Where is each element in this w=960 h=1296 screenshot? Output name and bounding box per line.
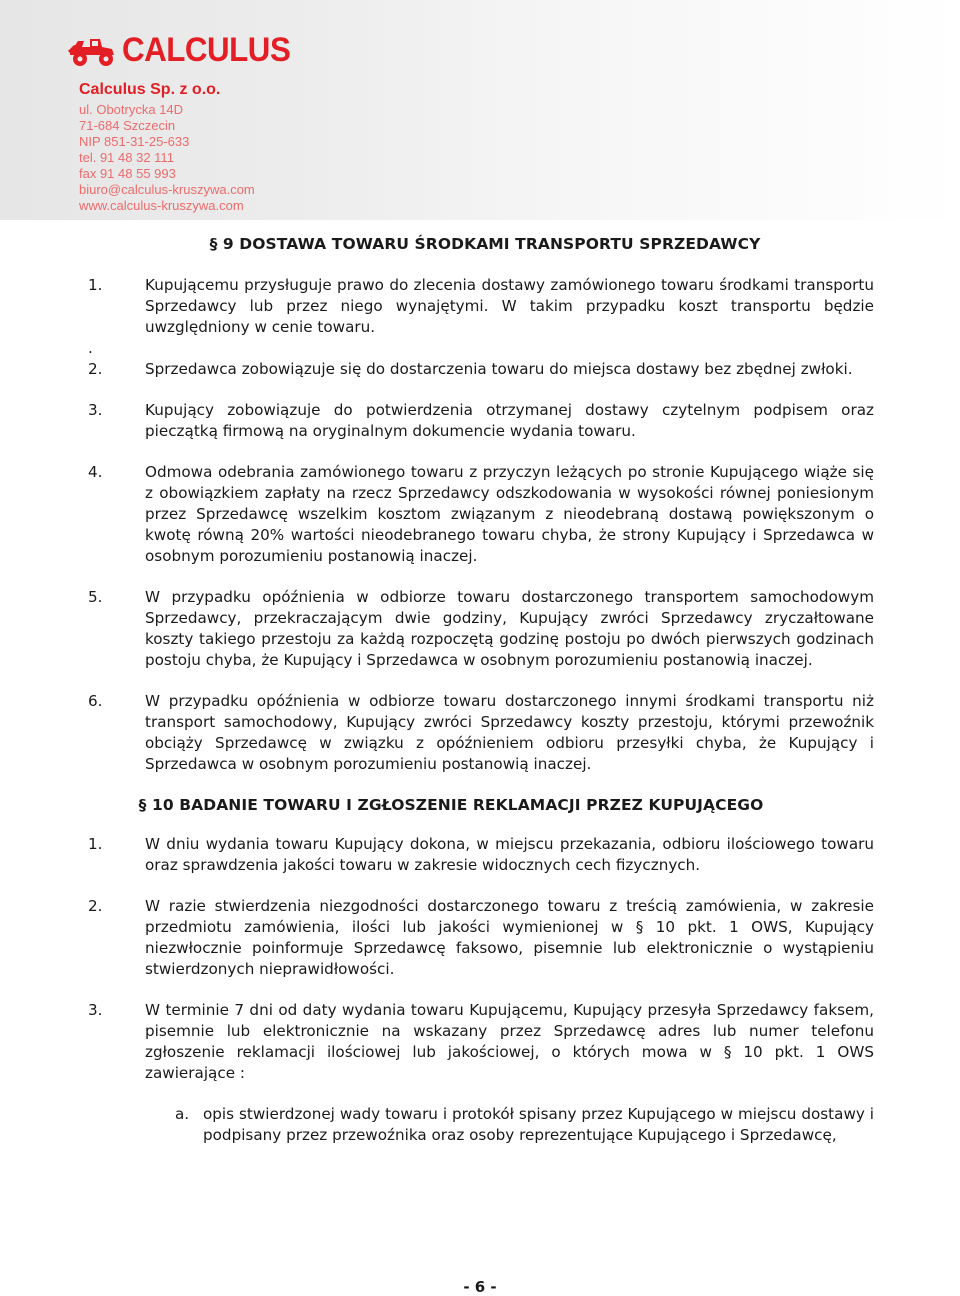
- company-logo: [68, 32, 305, 68]
- item-text: Sprzedawca zobowiązuje się do dostarczenia towaru do miejsca dostawy bez zbędnej zwłoki.: [145, 360, 853, 378]
- company-address-line: 71-684 Szczecin: [79, 118, 176, 133]
- company-fax: fax 91 48 55 993: [79, 166, 176, 181]
- section-9-title: § 9 DOSTAWA TOWARU ŚRODKAMI TRANSPORTU SPRZEDAWCY: [209, 235, 761, 253]
- item-text: W dniu wydania towaru Kupujący dokona, w miejscu przekazania, odbioru ilościowego towaru oraz sprawdzenia jakości towaru w zakresie widocznych cech fizycznych.: [145, 835, 874, 874]
- company-website[interactable]: www.calculus-kruszywa.com: [79, 198, 244, 213]
- document-body: [88, 230, 874, 1146]
- item-text: Kupującemu przysługuje prawo do zlecenia dostawy zamówionego towaru środkami transportu Sprzedawcy lub przez niego wynajętymi. W takim przypadku koszt transportu będzie uwzględniony w cenie towaru.: [145, 276, 874, 336]
- item-number: 1.: [88, 276, 103, 294]
- section-10-item-1: [88, 834, 874, 876]
- excavator-icon: [68, 33, 118, 67]
- section-10-title: § 10 BADANIE TOWARU I ZGŁOSZENIE REKLAMACJI PRZEZ KUPUJĄCEGO: [138, 796, 764, 814]
- item-text: W razie stwierdzenia niezgodności dostarczonego towaru z treścią zamówienia, w zakresie przedmiotu zamówienia, ilości lub jakości wymienionej w § 10 pkt. 1 OWS, Kupujący niezwłocznie poinformuje Sprzedawcę faksowo, pisemnie lub elektronicznie o wystąpieniu stwierdzonych nieprawidłowości.: [145, 897, 874, 978]
- section-10-item-3: [88, 1000, 874, 1084]
- section-10-item-3a: [175, 1104, 874, 1146]
- subitem-text: opis stwierdzonej wady towaru i protokół spisany przez Kupującego w miejscu dostawy i podpisany przez przewoźnika oraz osoby reprezentujące Kupującego i Sprzedawcę,: [203, 1105, 874, 1144]
- item-text: W terminie 7 dni od daty wydania towaru Kupującemu, Kupujący przesyła Sprzedawcy faksem, pisemnie lub elektronicznie na wskazany przez Sprzedawcę adres lub numer telefonu zgłoszenie reklamacji ilościowej lub jakościowej, o których mowa w § 10 pkt. 1 OWS zawierające :: [145, 1001, 874, 1082]
- section-9-item-6: [88, 691, 874, 775]
- company-phone: tel. 91 48 32 111: [79, 150, 174, 165]
- company-info: [79, 80, 255, 214]
- company-nip: NIP 851-31-25-633: [79, 134, 190, 149]
- item-text: W przypadku opóźnienia w odbiorze towaru dostarczonego innymi środkami transportu niż transport samochodowy, Kupujący zwróci Sprzedawcy koszty przestoju, którymi przewoźnik obciąży Sprzedawcę w związku z opóźnieniem odbioru przesyłki chyba, że Kupujący i Sprzedawca w osobnym porozumieniu postanowią inaczej.: [145, 692, 874, 773]
- item-text: Odmowa odebrania zamówionego towaru z przyczyn leżących po stronie Kupującego wiąże się z obowiązkiem zapłaty na rzecz Sprzedawcy odszkodowania w wysokości równej poniesionym przez Sprzedawcę wszelkim kosztom związanym z nieodebraną dostawą powiększonym o kwotę równą 20% wartości nieodebranego towaru chyba, że strony Kupujący i Sprzedawca w osobnym porozumieniu postanowią inaczej.: [145, 463, 874, 565]
- item-number: 1.: [88, 835, 103, 853]
- item-number: 5.: [88, 588, 103, 606]
- item-number: 2.: [88, 360, 103, 378]
- stray-dot: .: [88, 339, 93, 357]
- item-text: Kupujący zobowiązuje do potwierdzenia otrzymanej dostawy czytelnym podpisem oraz pieczątką firmową na oryginalnym dokumencie wydania towaru.: [145, 401, 874, 440]
- section-9-item-4: [88, 462, 874, 567]
- section-9-item-2: [88, 359, 874, 380]
- letterhead: [0, 0, 960, 220]
- section-9-item-1: [88, 275, 874, 338]
- item-number: 6.: [88, 692, 103, 710]
- item-number: 4.: [88, 463, 103, 481]
- item-number: 3.: [88, 1001, 103, 1019]
- item-number: 3.: [88, 401, 103, 419]
- logo-wordmark: CALCULUS: [122, 31, 291, 69]
- page-number: - 6 -: [463, 1278, 497, 1296]
- company-email[interactable]: biuro@calculus-kruszywa.com: [79, 182, 255, 197]
- section-9-item-3: [88, 400, 874, 442]
- company-address-line: ul. Obotrycka 14D: [79, 102, 184, 117]
- section-9-item-5: [88, 587, 874, 671]
- item-text: W przypadku opóźnienia w odbiorze towaru dostarczonego transportem samochodowym Sprzedawcy, przekraczającym dwie godziny, Kupujący zwróci Sprzedawcy zryczałtowane koszty takiego przestoju za każdą rozpoczętą godzinę postoju po dwóch pierwszych godzinach postoju chyba, że Kupujący i Sprzedawca w osobnym porozumieniu postanowią inaczej.: [145, 588, 874, 669]
- item-number: 2.: [88, 897, 103, 915]
- section-10-item-2: [88, 896, 874, 980]
- company-name: Calculus Sp. z o.o.: [79, 81, 221, 98]
- subitem-letter: a.: [175, 1105, 190, 1123]
